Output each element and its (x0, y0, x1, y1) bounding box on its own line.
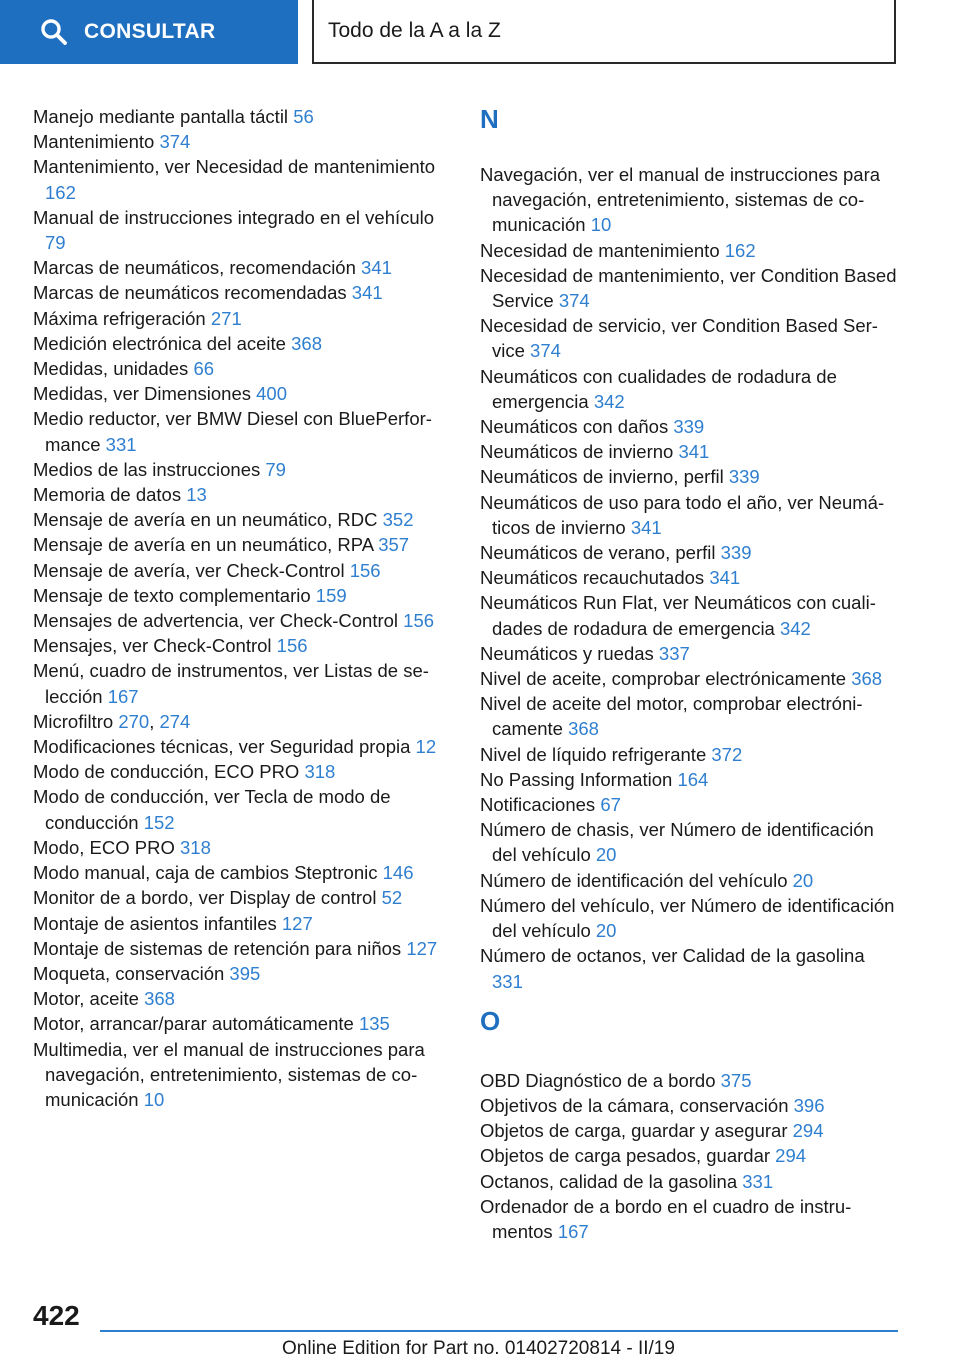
page-link[interactable]: 135 (358, 1013, 390, 1035)
index-entry (480, 313, 900, 363)
index-entry (33, 759, 453, 784)
index-entry (33, 406, 453, 456)
page-link[interactable]: 294 (792, 1120, 824, 1142)
entry-text: Manejo mediante pantalla táctil (33, 106, 294, 127)
entry-text: Moqueta, conservación (33, 962, 230, 984)
page-link[interactable]: 294 (775, 1145, 807, 1167)
index-entry (33, 885, 453, 910)
entry-text: Mensajes de advertencia, ver Check-Control (33, 610, 404, 632)
index-entry (480, 666, 900, 691)
entry-text: Objetivos de la cámara, conservación (480, 1094, 794, 1116)
index-entry (33, 104, 453, 129)
page-link[interactable]: 156 (349, 559, 381, 581)
entry-text: Medidas, unidades (33, 358, 194, 380)
page-link[interactable]: 66 (193, 358, 215, 380)
index-entry (33, 280, 453, 305)
entry-text: Neumáticos de verano, perfil (480, 542, 721, 564)
index-entry (33, 255, 453, 280)
page-separator: , (149, 710, 160, 732)
entry-text: Neumáticos y ruedas (480, 642, 659, 664)
entry-text: Número de octanos, ver Calidad de la gasolina (480, 945, 865, 967)
index-entry (33, 532, 453, 557)
page-link[interactable]: 127 (406, 937, 438, 959)
index-entry (33, 1037, 453, 1113)
index-entry (480, 238, 900, 263)
index-entry (33, 205, 453, 255)
entry-text: Octanos, calidad de la gasolina (480, 1170, 743, 1192)
page-link[interactable]: 152 (143, 811, 175, 833)
page-link[interactable]: 10 (590, 214, 612, 236)
page-link[interactable]: 374 (159, 131, 191, 153)
index-entry (33, 129, 453, 154)
index-entry (33, 709, 453, 734)
index-entry (33, 306, 453, 331)
entry-text: Necesidad de mantenimiento, ver Condition Based Service (480, 264, 897, 312)
tab-label: Todo de la A a la Z (328, 19, 501, 42)
entry-text: Medio reductor, ver BMW Diesel con BluePerformance (33, 408, 432, 455)
index-entry (480, 162, 900, 238)
page-link[interactable]: 10 (143, 1088, 165, 1110)
page-link[interactable]: 20 (792, 869, 814, 891)
entry-text: Neumáticos de invierno (480, 441, 679, 463)
top-navigation (0, 0, 960, 66)
entry-text: No Passing Information (480, 768, 678, 790)
entry-text: Medidas, ver Dimensiones (33, 383, 257, 405)
entry-text: Mantenimiento (33, 131, 160, 153)
page-link[interactable]: 357 (378, 534, 410, 556)
page-link[interactable]: 372 (711, 743, 743, 765)
entry-text: Nivel de aceite, comprobar electrónicamente (480, 668, 852, 690)
index-entry (33, 633, 453, 658)
index-entry (480, 1068, 900, 1093)
index-entry (480, 364, 900, 414)
entry-text: Montaje de asientos infantiles (33, 912, 282, 934)
index-entry (33, 1011, 453, 1036)
entry-text: Modo, ECO PRO (33, 836, 181, 858)
page-link[interactable]: 164 (677, 768, 709, 790)
index-entry (480, 590, 900, 640)
index-entry (480, 1143, 900, 1168)
entry-text: Neumáticos de invierno, perfil (480, 466, 729, 488)
index-entry (480, 439, 900, 464)
index-entry (33, 381, 453, 406)
page-link[interactable]: 400 (256, 383, 287, 405)
index-entry (33, 583, 453, 608)
entry-text: Motor, aceite (33, 988, 145, 1010)
entry-text: Notificaciones (480, 794, 601, 816)
page-number: 422 (33, 1300, 80, 1331)
entry-text: Necesidad de mantenimiento (480, 239, 725, 261)
entry-text: Número del vehículo, ver Número de identificación del vehículo (480, 894, 895, 942)
page-link[interactable]: 162 (45, 181, 76, 203)
edition-text: Online Edition for Part no. 01402720814 - II/19 (282, 1338, 675, 1359)
page-link[interactable]: 374 (558, 290, 590, 312)
entry-text: Número de chasis, ver Número de identificación del vehículo (480, 819, 874, 866)
page-link[interactable]: 339 (673, 416, 705, 438)
entry-text: Objetos de carga, guardar y asegurar (480, 1120, 793, 1142)
index-entry (33, 986, 453, 1011)
index-entry (480, 565, 900, 590)
page-link[interactable]: 339 (720, 542, 752, 564)
page-link[interactable]: 167 (557, 1220, 589, 1242)
entry-text: Neumáticos con daños (480, 416, 674, 438)
page-link[interactable]: 374 (530, 340, 561, 362)
entry-text: Necesidad de servicio, ver Condition Based Service (480, 315, 878, 362)
index-entry (33, 331, 453, 356)
index-entry (33, 734, 453, 759)
page-link[interactable]: 13 (186, 484, 207, 506)
index-entry (480, 817, 900, 867)
index-entry (480, 414, 900, 439)
page-link[interactable]: 20 (595, 844, 617, 866)
index-entry (480, 767, 900, 792)
index-entry (33, 911, 453, 936)
entry-text: Neumáticos Run Flat, ver Neumáticos con cualidades de rodadura de emergencia (480, 592, 876, 639)
consult-label: CONSULTAR (84, 20, 216, 43)
entry-text: Modificaciones técnicas, ver Seguridad propia (33, 736, 416, 758)
page-link[interactable]: 352 (382, 509, 414, 531)
index-entry (480, 943, 900, 993)
entry-text: Mensaje de texto complementario (33, 584, 316, 606)
index-entry (480, 893, 900, 943)
page-link[interactable]: 159 (315, 584, 347, 606)
index-entry (33, 608, 453, 633)
page-link[interactable]: 368 (144, 988, 175, 1010)
section-n-entries (480, 162, 900, 994)
search-icon (40, 18, 68, 46)
entry-text: Memoria de datos (33, 484, 187, 506)
page-link[interactable]: 79 (45, 232, 66, 254)
page-link[interactable]: 318 (180, 836, 211, 858)
page-link[interactable]: 318 (304, 761, 336, 783)
tab-a-to-z[interactable] (312, 0, 896, 64)
page-link[interactable]: 79 (265, 458, 286, 480)
index-entry (33, 507, 453, 532)
entry-text: Modo de conducción, ver Tecla de modo de conducción (33, 786, 391, 833)
page-link[interactable]: 375 (720, 1069, 752, 1091)
page-link[interactable]: 56 (293, 106, 314, 127)
index-entry (33, 784, 453, 834)
page-link[interactable]: 341 (630, 516, 662, 538)
page-link[interactable]: 337 (658, 642, 690, 664)
page-link[interactable]: 127 (281, 912, 313, 934)
entry-text: Motor, arrancar/parar automáticamente (33, 1013, 359, 1035)
index-entry (480, 1194, 900, 1244)
entry-text: Mensajes, ver Check-Control (33, 635, 277, 657)
page-link[interactable]: 271 (210, 307, 242, 329)
entry-text: Neumáticos de uso para todo el año, ver Neumáticos de invierno (480, 491, 885, 538)
index-entry (33, 457, 453, 482)
page-link[interactable]: 162 (724, 239, 756, 261)
page-link[interactable]: 146 (382, 862, 414, 884)
section-letter-n: N (480, 104, 499, 134)
entry-text: Medición electrónica del aceite (33, 332, 292, 354)
entry-text: Mensaje de avería en un neumático, RDC (33, 509, 383, 531)
entry-text: Microfiltro (33, 710, 119, 732)
page-link[interactable]: 156 (276, 635, 308, 657)
entry-text: Modo manual, caja de cambios Steptronic (33, 862, 383, 884)
entry-text: Nivel de líquido refrigerante (480, 743, 712, 765)
entry-text: OBD Diagnóstico de a bordo (480, 1069, 721, 1091)
index-entry (480, 742, 900, 767)
page-link[interactable]: 368 (291, 332, 322, 354)
page-link[interactable]: 341 (361, 257, 392, 279)
entry-text: Marcas de neumáticos, recomendación (33, 257, 362, 279)
page-link[interactable]: 270 (118, 710, 150, 732)
entry-text: Manual de instrucciones integrado en el vehículo (33, 206, 435, 228)
page-link[interactable]: 52 (381, 887, 403, 909)
entry-text: Modo de conducción, ECO PRO (33, 761, 305, 783)
page-link[interactable]: 341 (709, 567, 741, 589)
entry-text: Multimedia, ver el manual de instrucciones para navegación, entretenimiento, sistemas de comunicación (33, 1038, 425, 1110)
page-link[interactable]: 396 (793, 1094, 825, 1116)
entry-text: Montaje de sistemas de retención para niños (33, 937, 407, 959)
index-entry (480, 641, 900, 666)
entry-text: Neumáticos con cualidades de rodadura de emergencia (480, 365, 837, 412)
section-letter-o: O (480, 1005, 501, 1036)
index-entry (33, 835, 453, 860)
page-link[interactable]: 274 (159, 710, 191, 732)
entry-text: Menú, cuadro de instrumentos, ver Listas de selección (33, 660, 429, 707)
index-column-left (33, 104, 453, 1112)
index-entry (33, 860, 453, 885)
entry-text: Nivel de aceite del motor, comprobar electrónicamente (480, 693, 863, 740)
page-link[interactable]: 342 (593, 390, 625, 412)
index-entry (480, 263, 900, 313)
entry-text: Neumáticos recauchutados (480, 567, 710, 589)
page-link[interactable]: 342 (779, 617, 811, 639)
page-link[interactable]: 167 (107, 685, 139, 707)
page-link[interactable]: 341 (351, 282, 383, 304)
page-link[interactable]: 331 (492, 970, 523, 992)
page-link[interactable]: 67 (600, 794, 621, 816)
index-entry (480, 1093, 900, 1118)
page-link[interactable]: 12 (415, 736, 437, 758)
entry-text: Número de identificación del vehículo (480, 869, 793, 891)
page-link[interactable]: 20 (595, 920, 617, 942)
index-entry (480, 1118, 900, 1143)
entry-text: Máxima refrigeración (33, 307, 211, 329)
entry-text: Mensaje de avería, ver Check-Control (33, 559, 350, 581)
page-link[interactable]: 339 (728, 466, 760, 488)
index-entry (480, 490, 900, 540)
page-link[interactable]: 331 (105, 433, 137, 455)
page-link[interactable]: 331 (742, 1170, 774, 1192)
section-o-entries (480, 1068, 900, 1244)
entry-text: Monitor de a bordo, ver Display de control (33, 887, 382, 909)
page-link[interactable]: 395 (229, 962, 261, 984)
entry-text: Ordenador de a bordo en el cuadro de instrumentos (480, 1195, 852, 1242)
page-link[interactable]: 341 (678, 441, 710, 463)
index-entry (33, 558, 453, 583)
index-entry (33, 936, 453, 961)
entry-text: Mantenimiento, ver Necesidad de mantenimiento (33, 156, 436, 178)
consult-button[interactable] (0, 0, 298, 64)
index-entry (33, 154, 453, 204)
entry-text: Mensaje de avería en un neumático, RPA (33, 534, 379, 556)
index-entry (480, 868, 900, 893)
index-entry (33, 658, 453, 708)
index-entry (480, 691, 900, 741)
index-entry (480, 1169, 900, 1194)
index-entry (480, 792, 900, 817)
entry-text: Marcas de neumáticos recomendadas (33, 282, 352, 304)
entry-text: Navegación, ver el manual de instrucciones para navegación, entretenimiento, sistemas de comunicación (480, 164, 881, 236)
page-link[interactable]: 156 (403, 610, 435, 632)
page-link[interactable]: 368 (568, 718, 599, 740)
index-entry (480, 540, 900, 565)
entry-text: Medios de las instrucciones (33, 458, 266, 480)
entry-text: Objetos de carga pesados, guardar (480, 1145, 776, 1167)
index-column-right (480, 104, 900, 1244)
index-entry (33, 961, 453, 986)
index-entry (33, 482, 453, 507)
footer-divider (100, 1330, 898, 1332)
index-entry (33, 356, 453, 381)
page-link[interactable]: 368 (851, 668, 883, 690)
index-entry (480, 464, 900, 489)
